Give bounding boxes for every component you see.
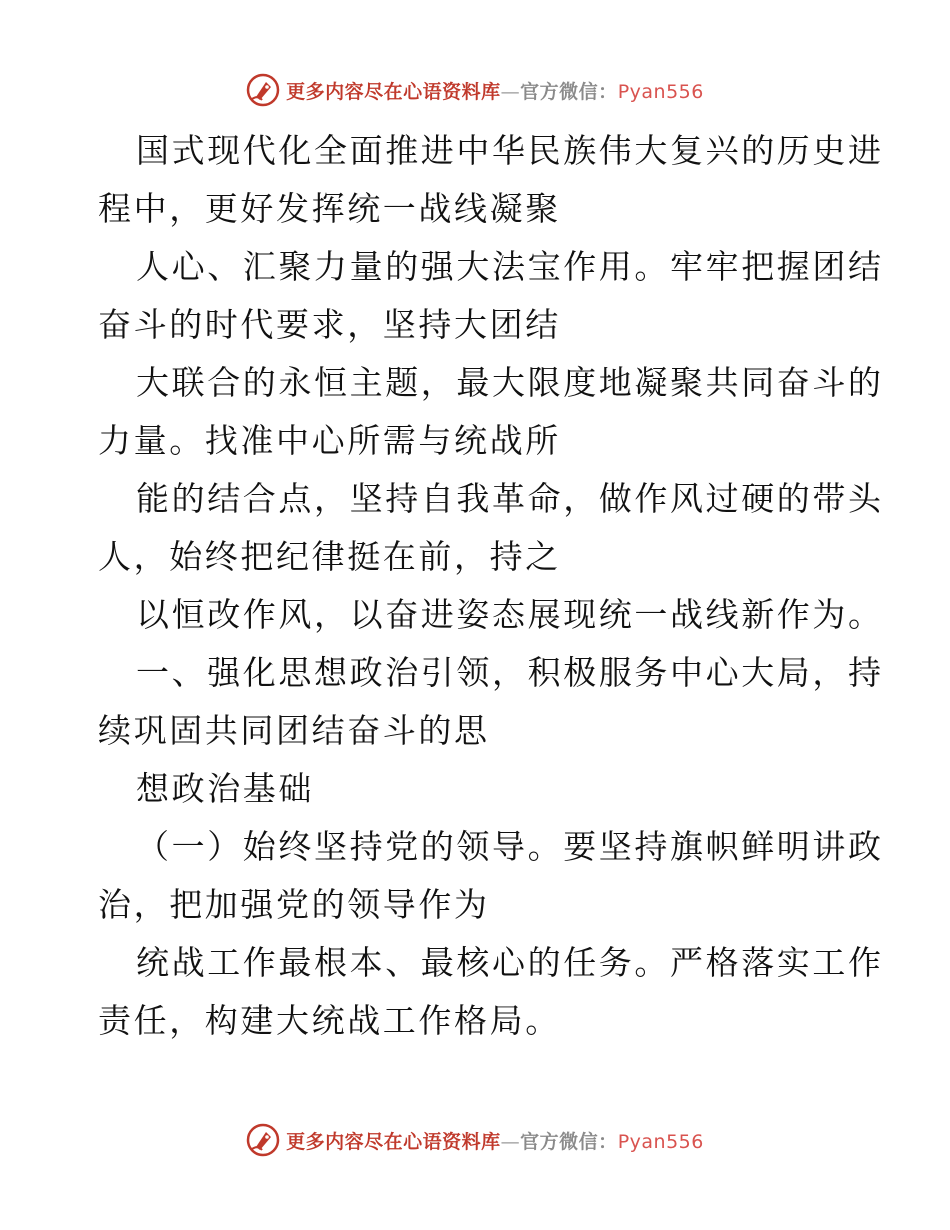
pen-nib-logo-icon bbox=[246, 1123, 280, 1157]
watermark-dash: — bbox=[500, 80, 521, 103]
section-heading-line: 续巩固共同团结奋斗的思 bbox=[98, 711, 490, 750]
header-watermark bbox=[0, 70, 950, 110]
text-line: 统战工作最根本、最核心的任务。严格落实工作 bbox=[136, 943, 884, 982]
text-line: 治，把加强党的领导作为 bbox=[98, 885, 490, 924]
watermark-wechat-id: Pyan556 bbox=[617, 80, 704, 103]
section-heading-line: 想政治基础 bbox=[136, 769, 314, 808]
text-line: （一）始终坚持党的领导。要坚持旗帜鲜明讲政 bbox=[136, 827, 884, 866]
text-line: 人心、汇聚力量的强大法宝作用。牢牢把握团结 bbox=[136, 247, 884, 286]
document-body bbox=[98, 122, 884, 1050]
pen-nib-logo-icon bbox=[246, 73, 280, 107]
text-line: 人，始终把纪律挺在前，持之 bbox=[98, 537, 561, 576]
watermark-site-text: 更多内容尽在心语资料库 bbox=[286, 80, 501, 103]
text-line: 以恒改作风，以奋进姿态展现统一战线新作为。 bbox=[136, 595, 884, 634]
text-line: 力量。找准中心所需与统战所 bbox=[98, 421, 561, 460]
watermark-wechat-id: Pyan556 bbox=[617, 1130, 704, 1153]
watermark-wechat-label: 官方微信： bbox=[520, 1130, 618, 1153]
text-line: 国式现代化全面推进中华民族伟大复兴的历史进 bbox=[136, 131, 884, 170]
watermark-site-text: 更多内容尽在心语资料库 bbox=[286, 1130, 501, 1153]
text-line: 大联合的永恒主题，最大限度地凝聚共同奋斗的 bbox=[136, 363, 884, 402]
footer-watermark bbox=[0, 1120, 950, 1160]
text-line: 奋斗的时代要求，坚持大团结 bbox=[98, 305, 561, 344]
watermark-dash: — bbox=[500, 1130, 521, 1153]
text-line: 程中，更好发挥统一战线凝聚 bbox=[98, 189, 561, 228]
text-line: 责任，构建大统战工作格局。 bbox=[98, 1001, 561, 1040]
text-line: 能的结合点，坚持自我革命，做作风过硬的带头 bbox=[136, 479, 884, 518]
section-heading-line: 一、强化思想政治引领，积极服务中心大局，持 bbox=[136, 653, 884, 692]
watermark-wechat-label: 官方微信： bbox=[520, 80, 618, 103]
